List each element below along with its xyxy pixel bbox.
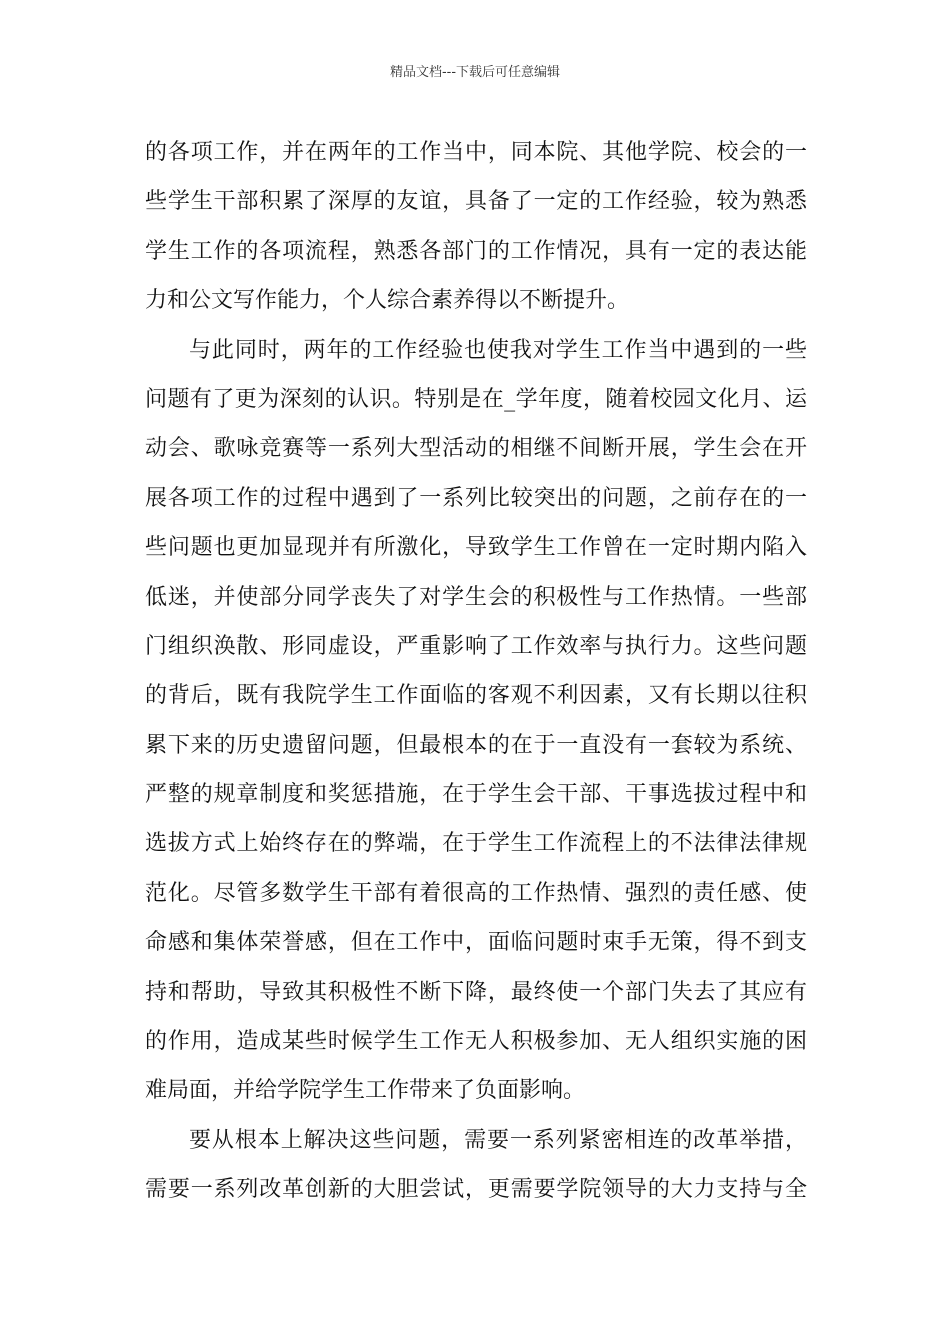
text-line: 命感和集体荣誉感，但在工作中，面临问题时束手无策，得不到支: [145, 930, 807, 956]
text-line: 严整的规章制度和奖惩措施，在于学生会干部、干事选拔过程中和: [145, 782, 807, 808]
text-line: 展各项工作的过程中遇到了一系列比较突出的问题，之前存在的一: [145, 485, 807, 511]
text-line: 问题有了更为深刻的认识。特别是在_学年度，随着校园文化月、运: [145, 386, 807, 412]
text-line: 持和帮助，导致其积极性不断下降，最终使一个部门失去了其应有: [145, 979, 807, 1005]
text-line: 累下来的历史遗留问题，但最根本的在于一直没有一套较为系统、: [145, 732, 807, 758]
text-line: 些学生干部积累了深厚的友谊，具备了一定的工作经验，较为熟悉: [145, 189, 807, 215]
text-line: 低迷，并使部分同学丧失了对学生会的积极性与工作热情。一些部: [145, 584, 807, 610]
text-line: 范化。尽管多数学生干部有着很高的工作热情、强烈的责任感、使: [145, 880, 807, 906]
text-line: 力和公文写作能力，个人综合素养得以不断提升。: [145, 288, 630, 314]
document-body: [145, 128, 807, 1215]
text-line: 难局面，并给学院学生工作带来了负面影响。: [145, 1078, 586, 1104]
page-header: 精品文档---下载后可任意编辑: [389, 65, 561, 80]
text-line: 些问题也更加显现并有所激化，导致学生工作曾在一定时期内陷入: [145, 535, 807, 561]
text-line: 与此同时，两年的工作经验也使我对学生工作当中遇到的一些: [189, 337, 807, 363]
text-line: 的背后，既有我院学生工作面临的客观不利因素，又有长期以往积: [145, 683, 807, 709]
text-line: 的作用，造成某些时候学生工作无人积极参加、无人组织实施的困: [145, 1029, 807, 1055]
text-line: 动会、歌咏竞赛等一系列大型活动的相继不间断开展，学生会在开: [145, 436, 807, 462]
text-line: 学生工作的各项流程，熟悉各部门的工作情况，具有一定的表达能: [145, 238, 807, 264]
text-line: 选拔方式上始终存在的弊端，在于学生工作流程上的不法律法律规: [145, 831, 807, 857]
text-line: 要从根本上解决这些问题，需要一系列紧密相连的改革举措，: [189, 1127, 807, 1153]
text-line: 的各项工作，并在两年的工作当中，同本院、其他学院、校会的一: [145, 140, 807, 165]
text-line: 需要一系列改革创新的大胆尝试，更需要学院领导的大力支持与全: [145, 1177, 807, 1203]
text-line: 门组织涣散、形同虚设，严重影响了工作效率与执行力。这些问题: [145, 633, 807, 659]
